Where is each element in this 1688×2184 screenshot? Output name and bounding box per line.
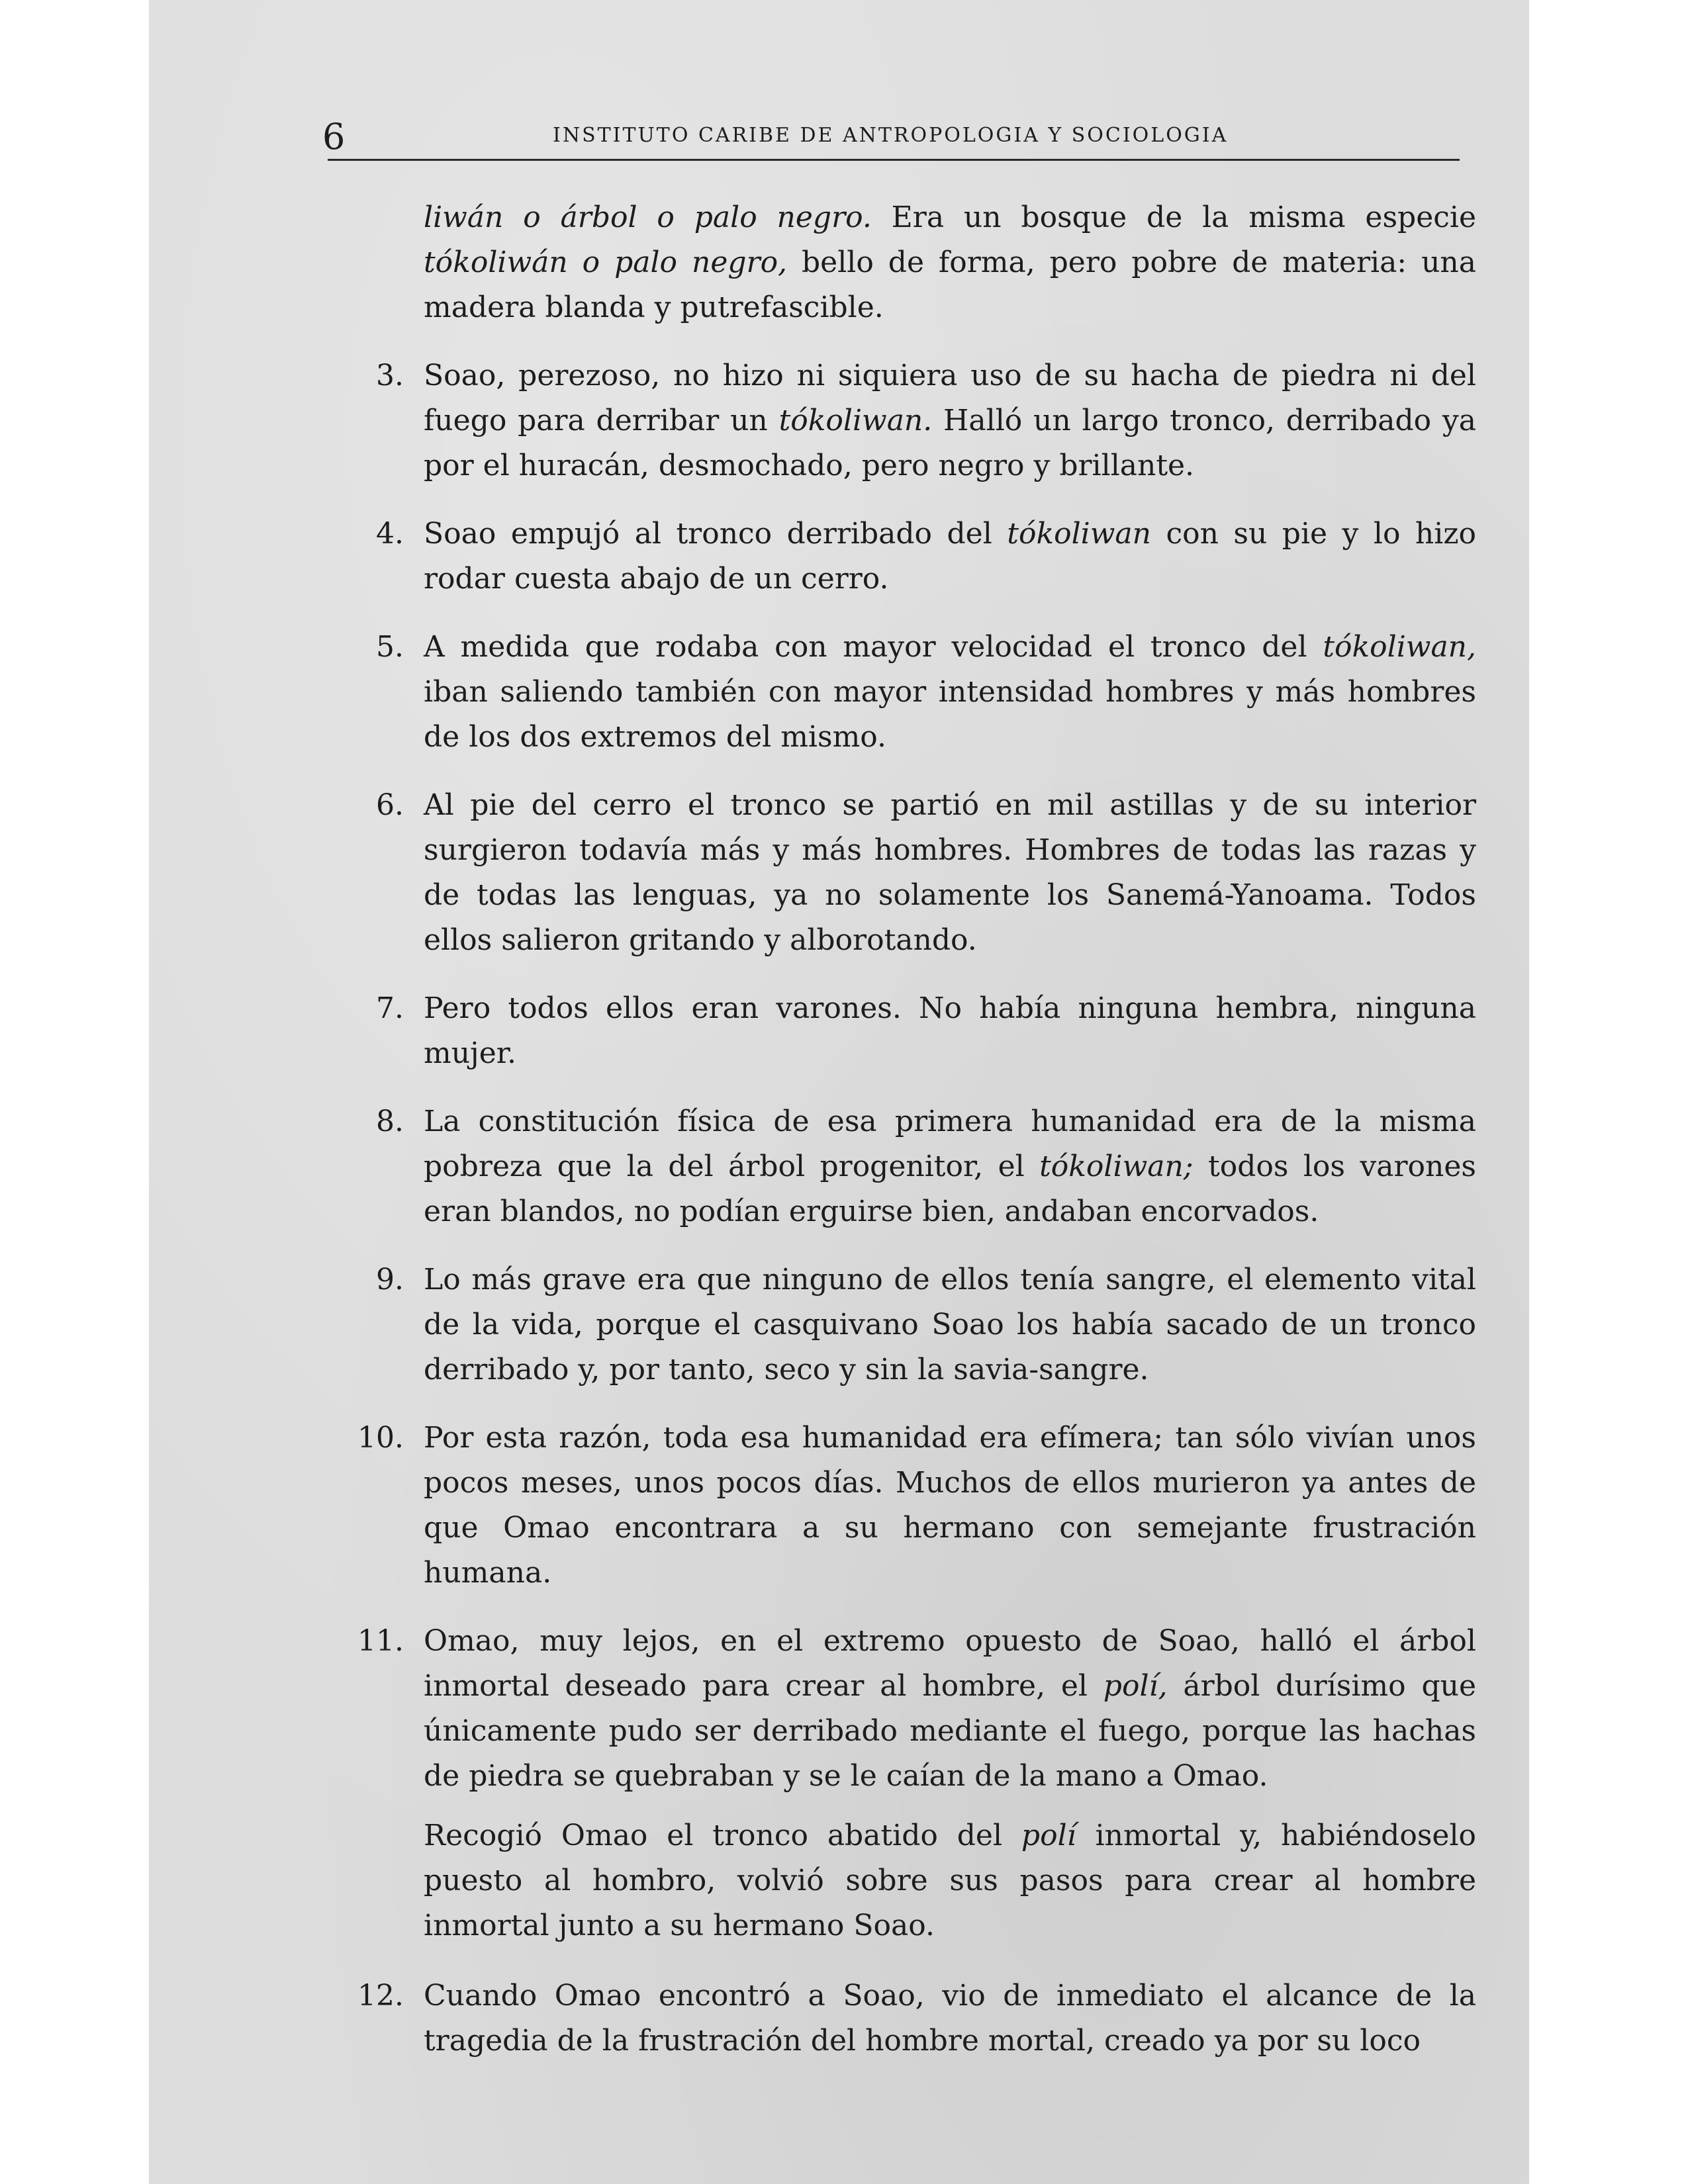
paragraph-text: Omao, muy lejos, en el extremo opuesto de Soao, halló el árbol inmortal deseado para crear al hombre, el polí, árbol durísimo que únicamente pudo ser derribado mediante el fuego, porque las hachas de piedra se quebraban y se le caían de la mano a Omao. [424, 1624, 1476, 1793]
paragraph-number: 4. [376, 517, 404, 551]
paragraph-text: Soao empujó al tronco derribado del tókoliwan con su pie y lo hizo rodar cuesta abajo de un cerro. [424, 517, 1476, 596]
paragraph-text: La constitución física de esa primera humanidad era de la misma pobreza que la del árbol progenitor, el tókoliwan; todos los varones eran blandos, no podían erguirse bien, andaban encorvados. [424, 1105, 1476, 1228]
paragraph-number: 8. [376, 1105, 404, 1138]
paragraph-11-continuation [324, 1813, 1476, 1948]
paragraph-text: Recogió Omao el tronco abatido del polí inmortal y, habiéndoselo puesto al hombro, volvió sobre sus pasos para crear al hombre inmortal junto a su hermano Soao. [424, 1819, 1477, 1942]
page-body [324, 195, 1476, 2087]
header-title: INSTITUTO CARIBE DE ANTROPOLOGIA Y SOCIOLOGIA [553, 124, 1229, 147]
paragraph-text: Lo más grave era que ninguno de ellos tenía sangre, el elemento vital de la vida, porque el casquivano Soao los había sacado de un tronco derribado y, por tanto, seco y sin la savia-sangre. [424, 1263, 1476, 1387]
numbered-paragraph-4 [324, 512, 1476, 602]
numbered-paragraph-8 [324, 1099, 1476, 1234]
numbered-paragraph-3 [324, 353, 1476, 488]
paragraph-number: 12. [357, 1979, 404, 2013]
paragraph-text: Cuando Omao encontró a Soao, vio de inmediato el alcance de la tragedia de la frustración del hombre mortal, creado ya por su loco [424, 1979, 1476, 2058]
header-rule [328, 159, 1460, 161]
paragraph-number: 10. [357, 1421, 404, 1455]
paragraph-text: liwán o árbol o palo negro. Era un bosque de la misma especie tókoliwán o palo negro, bello de forma, pero pobre de materia: una madera blanda y putrefascible. [424, 201, 1476, 324]
page-number: 6 [322, 116, 346, 158]
paragraph-text: Pero todos ellos eran varones. No había ninguna hembra, ninguna mujer. [424, 991, 1476, 1070]
running-header [322, 116, 1460, 158]
paragraph-continuation [324, 195, 1476, 330]
paragraph-number: 5. [376, 630, 404, 664]
numbered-paragraph-11 [324, 1619, 1476, 1799]
scan-margin-left [0, 0, 149, 2184]
paragraph-number: 3. [376, 359, 404, 392]
numbered-paragraph-6 [324, 783, 1476, 963]
numbered-paragraph-5 [324, 625, 1476, 760]
numbered-paragraph-9 [324, 1257, 1476, 1392]
paragraph-text: Por esta razón, toda esa humanidad era efímera; tan sólo vivían unos pocos meses, unos pocos días. Muchos de ellos murieron ya antes de que Omao encontrara a su hermano con semejante frustración humana. [424, 1421, 1476, 1590]
paragraph-text: A medida que rodaba con mayor velocidad el tronco del tókoliwan, iban saliendo también con mayor intensidad hombres y más hombres de los dos extremos del mismo. [424, 630, 1476, 754]
paragraph-number: 11. [357, 1624, 404, 1658]
paragraph-text: Al pie del cerro el tronco se partió en mil astillas y de su interior surgieron todavía más y más hombres. Hombres de todas las razas y de todas las lenguas, ya no solamente los Sanemá-Yanoama. Todos ellos salieron gritando y alborotando. [424, 788, 1476, 957]
paragraph-text: Soao, perezoso, no hizo ni siquiera uso de su hacha de piedra ni del fuego para derribar un tókoliwan. Halló un largo tronco, derribado ya por el huracán, desmochado, pero negro y brillante. [424, 359, 1476, 482]
numbered-paragraph-12 [324, 1974, 1476, 2064]
numbered-paragraph-10 [324, 1416, 1476, 1596]
paragraph-number: 6. [376, 788, 404, 822]
numbered-paragraph-7 [324, 986, 1476, 1076]
paragraph-number: 9. [376, 1263, 404, 1297]
scan-margin-right [1529, 0, 1688, 2184]
paragraph-number: 7. [376, 991, 404, 1025]
